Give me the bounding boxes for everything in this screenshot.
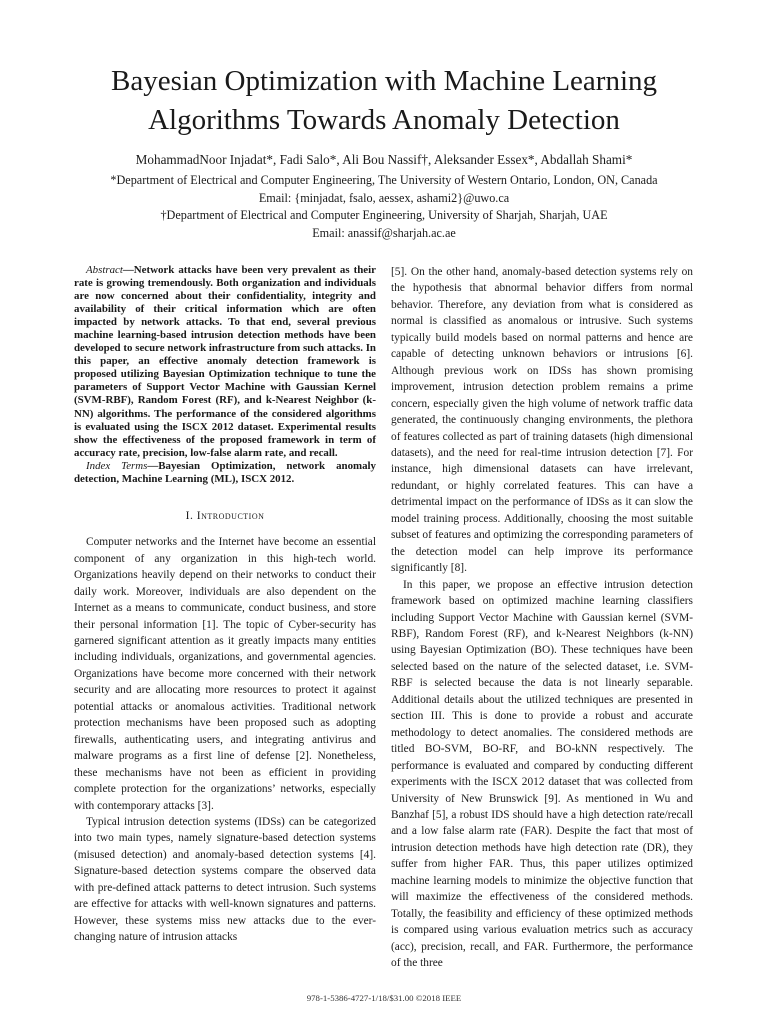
author-list: MohammadNoor Injadat*, Fadi Salo*, Ali Bou Nassif†, Aleksander Essex*, Abdallah Shami*: [135, 152, 633, 167]
index-terms-text: —Bayesian Optimization, network anomaly detection, Machine Learning (ML), ISCX 2012.: [74, 459, 377, 485]
abstract-text: —Network attacks have been very prevalent as their rate is growing tremendously. Both organization and individuals are now concerned about their confidentiality, integrity and availability of their critical information which are often impacted by network attacks. To that end, several previous machine learning-based intrusion detection methods have been developed to secure network infrastructure from such attacks. In this paper, an effective anomaly detection framework is proposed utilizing Bayesian Optimization technique to tune the parameters of Support Vector Machine with Gaussian Kernel (SVM-RBF), Random Forest (RF), and k-Nearest Neighbor (k-NN) algorithms. The performance of the considered algorithms is evaluated using the ISCX 2012 dataset. Experimental results show the effectiveness of the proposed framework in term of accuracy rate, precision, low-false alarm rate, and recall.: [74, 264, 376, 459]
affiliations: [40, 172, 728, 242]
index-terms-lead: Index Terms: [86, 459, 148, 472]
intro-paragraph-2: Typical intrusion detection systems (IDSs) can be categorized into two main types, namely signature-based detection systems (misused detection) and anomaly-based detection systems [4]. Signature-based detection systems compare the observed data with pre-defined attack patterns to detect intrusion. Such systems are effective for attacks with well-known signatures and patterns. However, these systems miss new attacks due to the ever-changing nature of intrusion attacks: [74, 815, 376, 944]
abstract: [74, 264, 376, 460]
section-title: Introduction: [196, 508, 265, 522]
section-heading-introduction: [74, 508, 376, 524]
intro-paragraph-2-continued: [5]. On the other hand, anomaly-based detection systems rely on the hypothesis that abnormal behavior differs from normal behavior. Therefore, any deviation from what is considered as normal is classified as anomalous or intrusive. Such systems typically build models based on normal patterns and hence are capable of detecting unknown behaviors or intrusions [6]. Although previous work on IDSs has shown promising improvement, intrusion detection problem remains a prime concern, especially given the high volume of network traffic data generated, the continuously changing environments, the plethora of features collected as part of training datasets (high dimensional datasets), and the need for real-time intrusion detection [7]. For instance, high dimensional datasets can have irrelevant, redundant, or highly correlated features. This can have a detrimental impact on the performance of IDSs as it can slow the model training process. Additionally, choosing the most suitable subset of features and optimizing the corresponding parameters of the detection model can help improve its performance significantly [8].: [391, 266, 693, 575]
copyright-footer: 978-1-5386-4727-1/18/$31.00 ©2018 IEEE: [306, 993, 462, 1003]
abstract-lead: Abstract: [86, 264, 123, 276]
title-line-2: Algorithms Towards Anomaly Detection: [148, 104, 620, 136]
index-terms: [74, 460, 376, 486]
title-line-1: Bayesian Optimization with Machine Learning: [110, 65, 657, 97]
affiliation-western: *Department of Electrical and Computer Engineering, The University of Western Ontario, London, ON, Canada: [110, 173, 658, 187]
intro-paragraph-1: Computer networks and the Internet have become an essential component of any organization in this high-tech world. Organizations heavily depend on their networks to conduct their daily work. Moreover, individuals are also dependent on the Internet as a means to communicate, conduct business, and store their personal information [1]. The topic of Cyber-security has garnered significant attention as it greatly impacts many entities including individuals, organizations, and governmental agencies. Organizations have become more concerned with their network security and are allocating more resources to protect it against potential attacks or anomalous activities. Traditional network protection mechanisms have been proposed such as adopting firewalls, authenticating users, and integrating antivirus and malware programs as a first line of defense [2]. Nonetheless, these mechanisms have not been as efficient in providing complete protection for the organizations’ networks, especially with contemporary attacks [3].: [74, 536, 376, 812]
right-column: [391, 264, 693, 971]
paper-title: [40, 62, 728, 140]
left-column: [74, 264, 376, 946]
email-sharjah: Email: anassif@sharjah.ac.ae: [312, 225, 456, 240]
intro-paragraph-3: In this paper, we propose an effective intrusion detection framework based on optimized machine learning classifiers including Support Vector Machine with Gaussian kernel (SVM-RBF), Random Forest (RF), and k-Nearest Neighbors (k-NN) using Bayesian Optimization (BO). These techniques have been selected based on the nature of the selected dataset, i.e. SVM-RBF is selected because the data is not linearly separable. Additional details about the utilized techniques are presented in section III. This is done to provide a robust and accurate methodology to detect anomalies. The considered methods are titled BO-SVM, BO-RF, and BO-kNN respectively. The performance is evaluated and compared by conducting different experiments with the ISCX 2012 dataset that was collected from University of New Brunswick [9]. As mentioned in Wu and Banzhaf [5], a robust IDS should have a high detection rate/recall and a low false alarm rate (FAR). Despite the fact that most of intrusion detection methods have high detection rate (DR), they suffer from higher FAR. Thus, this paper utilizes optimized machine learning models to minimize the objective function that will maximize the effectiveness of the considered methods. Totally, the feasibility and efficiency of these optimized methods is compared using various evaluation metrics such as accuracy (acc), precision, recall, and FAR. Furthermore, the performance of the three: [391, 578, 693, 970]
affiliation-sharjah: †Department of Electrical and Computer Engineering, University of Sharjah, Sharjah, UAE: [160, 208, 608, 222]
email-western: Email: {minjadat, fsalo, aessex, ashami2}@uwo.ca: [258, 190, 510, 205]
section-number: I.: [185, 508, 194, 522]
